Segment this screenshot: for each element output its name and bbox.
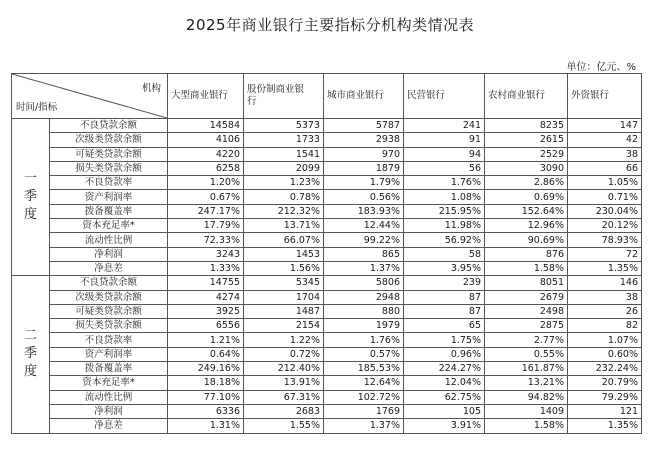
indicator-label: 净息差 — [50, 261, 168, 275]
quarter-label — [12, 119, 50, 276]
indicator-label: 可疑类贷款余额 — [50, 147, 168, 161]
indicator-label: 资产利润率 — [50, 190, 168, 204]
table-row — [12, 190, 642, 204]
table-row — [12, 362, 642, 376]
value-cell: 105 — [404, 404, 485, 418]
value-cell: 12.64% — [324, 376, 404, 390]
table-row — [12, 133, 642, 147]
table-row — [12, 176, 642, 190]
table-row — [12, 376, 642, 390]
value-cell: 970 — [324, 147, 404, 161]
value-cell: 1.21% — [168, 333, 244, 347]
value-cell: 5787 — [324, 119, 404, 133]
value-cell: 20.79% — [568, 376, 642, 390]
value-cell: 1769 — [324, 404, 404, 418]
value-cell: 1.31% — [168, 419, 244, 433]
value-cell: 121 — [568, 404, 642, 418]
value-cell: 1.08% — [404, 190, 485, 204]
table-row — [12, 347, 642, 361]
value-cell: 1733 — [244, 133, 324, 147]
value-cell: 4106 — [168, 133, 244, 147]
value-cell: 230.04% — [568, 204, 642, 218]
value-cell: 1.35% — [568, 261, 642, 275]
value-cell: 1.76% — [324, 333, 404, 347]
indicator-label: 损失类贷款余额 — [50, 319, 168, 333]
value-cell: 3.91% — [404, 419, 485, 433]
indicator-label: 资产利润率 — [50, 347, 168, 361]
value-cell: 5373 — [244, 119, 324, 133]
value-cell: 0.71% — [568, 190, 642, 204]
table-row — [12, 304, 642, 318]
value-cell: 212.40% — [244, 362, 324, 376]
value-cell: 161.87% — [485, 362, 568, 376]
value-cell: 67.31% — [244, 390, 324, 404]
value-cell: 20.12% — [568, 219, 642, 233]
table-row — [12, 419, 642, 433]
table-row — [12, 204, 642, 218]
table-row — [12, 319, 642, 333]
indicator-label: 拨备覆盖率 — [50, 204, 168, 218]
column-header: 外资银行 — [568, 74, 642, 119]
value-cell: 1.56% — [244, 261, 324, 275]
indicator-label: 不良贷款余额 — [50, 119, 168, 133]
value-cell: 12.04% — [404, 376, 485, 390]
value-cell: 2615 — [485, 133, 568, 147]
value-cell: 4220 — [168, 147, 244, 161]
value-cell: 241 — [404, 119, 485, 133]
value-cell: 1.79% — [324, 176, 404, 190]
indicator-label: 流动性比例 — [50, 233, 168, 247]
value-cell: 99.22% — [324, 233, 404, 247]
indicator-label: 次级类贷款余额 — [50, 290, 168, 304]
value-cell: 2683 — [244, 404, 324, 418]
value-cell: 0.72% — [244, 347, 324, 361]
value-cell: 13.71% — [244, 219, 324, 233]
quarter-label — [12, 276, 50, 433]
value-cell: 91 — [404, 133, 485, 147]
value-cell: 8051 — [485, 276, 568, 290]
value-cell: 1.22% — [244, 333, 324, 347]
value-cell: 56 — [404, 161, 485, 175]
value-cell: 79.29% — [568, 390, 642, 404]
column-header-text: 股份制商业银行 — [247, 84, 305, 107]
value-cell: 3.95% — [404, 261, 485, 275]
column-header: 城市商业银行 — [324, 74, 404, 119]
corner-label-institution: 机构 — [141, 83, 161, 94]
value-cell: 87 — [404, 304, 485, 318]
value-cell: 1.58% — [485, 419, 568, 433]
indicator-label: 资本充足率* — [50, 219, 168, 233]
value-cell: 58 — [404, 247, 485, 261]
indicator-table — [11, 73, 642, 434]
value-cell: 2498 — [485, 304, 568, 318]
value-cell: 1879 — [324, 161, 404, 175]
value-cell: 1.37% — [324, 261, 404, 275]
indicator-label: 拨备覆盖率 — [50, 362, 168, 376]
value-cell: 1704 — [244, 290, 324, 304]
value-cell: 0.57% — [324, 347, 404, 361]
indicator-label: 净利润 — [50, 404, 168, 418]
table-row — [12, 247, 642, 261]
value-cell: 18.18% — [168, 376, 244, 390]
value-cell: 14584 — [168, 119, 244, 133]
header-corner-cell — [12, 74, 168, 119]
column-header: 民营银行 — [404, 74, 485, 119]
value-cell: 1.55% — [244, 419, 324, 433]
value-cell: 232.24% — [568, 362, 642, 376]
value-cell: 0.60% — [568, 347, 642, 361]
value-cell: 66 — [568, 161, 642, 175]
indicator-label: 次级类贷款余额 — [50, 133, 168, 147]
value-cell: 183.93% — [324, 204, 404, 218]
value-cell: 2938 — [324, 133, 404, 147]
table-row — [12, 276, 642, 290]
table-row — [12, 333, 642, 347]
value-cell: 0.56% — [324, 190, 404, 204]
value-cell: 38 — [568, 147, 642, 161]
unit-note: 单位：亿元、% — [566, 62, 636, 73]
value-cell: 2099 — [244, 161, 324, 175]
value-cell: 239 — [404, 276, 485, 290]
value-cell: 3090 — [485, 161, 568, 175]
value-cell: 1.05% — [568, 176, 642, 190]
value-cell: 6258 — [168, 161, 244, 175]
value-cell: 1.35% — [568, 419, 642, 433]
quarter-label-text: 二季度 — [23, 328, 37, 380]
indicator-label: 不良贷款率 — [50, 333, 168, 347]
table-body — [12, 119, 642, 434]
value-cell: 11.98% — [404, 219, 485, 233]
value-cell: 249.16% — [168, 362, 244, 376]
value-cell: 146 — [568, 276, 642, 290]
value-cell: 215.95% — [404, 204, 485, 218]
value-cell: 147 — [568, 119, 642, 133]
header-row — [12, 74, 642, 119]
value-cell: 0.64% — [168, 347, 244, 361]
value-cell: 1.76% — [404, 176, 485, 190]
value-cell: 0.67% — [168, 190, 244, 204]
column-header — [244, 74, 324, 119]
value-cell: 8235 — [485, 119, 568, 133]
indicator-label: 净息差 — [50, 419, 168, 433]
table-row — [12, 261, 642, 275]
value-cell: 4274 — [168, 290, 244, 304]
value-cell: 78.93% — [568, 233, 642, 247]
value-cell: 94 — [404, 147, 485, 161]
table-row — [12, 219, 642, 233]
value-cell: 6336 — [168, 404, 244, 418]
value-cell: 13.91% — [244, 376, 324, 390]
value-cell: 224.27% — [404, 362, 485, 376]
page-title: 2025年商业银行主要指标分机构类情况表 — [185, 16, 475, 34]
value-cell: 1979 — [324, 319, 404, 333]
value-cell: 38 — [568, 290, 642, 304]
value-cell: 12.44% — [324, 219, 404, 233]
value-cell: 2154 — [244, 319, 324, 333]
table-row — [12, 233, 642, 247]
value-cell: 1.58% — [485, 261, 568, 275]
value-cell: 1.33% — [168, 261, 244, 275]
indicator-label: 损失类贷款余额 — [50, 161, 168, 175]
value-cell: 1.37% — [324, 419, 404, 433]
value-cell: 1.07% — [568, 333, 642, 347]
column-header: 大型商业银行 — [168, 74, 244, 119]
value-cell: 82 — [568, 319, 642, 333]
value-cell: 0.78% — [244, 190, 324, 204]
indicator-label: 可疑类贷款余额 — [50, 304, 168, 318]
value-cell: 5806 — [324, 276, 404, 290]
value-cell: 865 — [324, 247, 404, 261]
value-cell: 94.82% — [485, 390, 568, 404]
value-cell: 3243 — [168, 247, 244, 261]
value-cell: 72.33% — [168, 233, 244, 247]
value-cell: 185.53% — [324, 362, 404, 376]
value-cell: 1453 — [244, 247, 324, 261]
value-cell: 13.21% — [485, 376, 568, 390]
value-cell: 0.69% — [485, 190, 568, 204]
value-cell: 6556 — [168, 319, 244, 333]
value-cell: 62.75% — [404, 390, 485, 404]
indicator-label: 资本充足率* — [50, 376, 168, 390]
table-row — [12, 290, 642, 304]
value-cell: 12.96% — [485, 219, 568, 233]
corner-label-time-indicator: 时间/指标 — [16, 102, 58, 113]
value-cell: 14755 — [168, 276, 244, 290]
value-cell: 2679 — [485, 290, 568, 304]
value-cell: 2948 — [324, 290, 404, 304]
value-cell: 72 — [568, 247, 642, 261]
value-cell: 1.75% — [404, 333, 485, 347]
table-row — [12, 404, 642, 418]
value-cell: 87 — [404, 290, 485, 304]
value-cell: 876 — [485, 247, 568, 261]
value-cell: 1487 — [244, 304, 324, 318]
table-row — [12, 161, 642, 175]
value-cell: 247.17% — [168, 204, 244, 218]
indicator-label: 不良贷款率 — [50, 176, 168, 190]
value-cell: 102.72% — [324, 390, 404, 404]
quarter-label-text: 一季度 — [23, 171, 37, 223]
table-row — [12, 147, 642, 161]
value-cell: 26 — [568, 304, 642, 318]
value-cell: 2.77% — [485, 333, 568, 347]
value-cell: 56.92% — [404, 233, 485, 247]
value-cell: 1.20% — [168, 176, 244, 190]
indicator-label: 不良贷款余额 — [50, 276, 168, 290]
value-cell: 1409 — [485, 404, 568, 418]
value-cell: 2875 — [485, 319, 568, 333]
value-cell: 3925 — [168, 304, 244, 318]
value-cell: 2.86% — [485, 176, 568, 190]
value-cell: 65 — [404, 319, 485, 333]
value-cell: 1.23% — [244, 176, 324, 190]
indicator-label: 净利润 — [50, 247, 168, 261]
value-cell: 212.32% — [244, 204, 324, 218]
column-header: 农村商业银行 — [485, 74, 568, 119]
value-cell: 5345 — [244, 276, 324, 290]
value-cell: 152.64% — [485, 204, 568, 218]
value-cell: 66.07% — [244, 233, 324, 247]
table-row — [12, 390, 642, 404]
value-cell: 17.79% — [168, 219, 244, 233]
value-cell: 42 — [568, 133, 642, 147]
value-cell: 1541 — [244, 147, 324, 161]
value-cell: 880 — [324, 304, 404, 318]
table-row — [12, 119, 642, 133]
value-cell: 0.55% — [485, 347, 568, 361]
value-cell: 0.96% — [404, 347, 485, 361]
value-cell: 77.10% — [168, 390, 244, 404]
indicator-label: 流动性比例 — [50, 390, 168, 404]
value-cell: 90.69% — [485, 233, 568, 247]
value-cell: 2529 — [485, 147, 568, 161]
